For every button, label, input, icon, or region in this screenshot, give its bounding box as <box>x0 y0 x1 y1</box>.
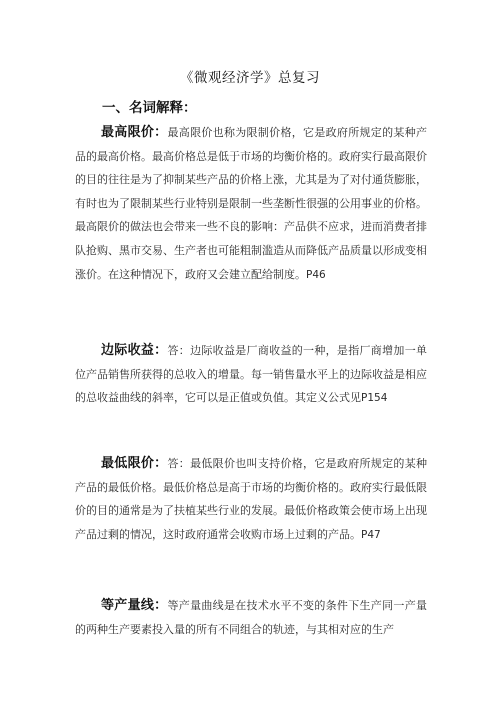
definition-term: 最高限价： <box>101 125 168 140</box>
definition-entry <box>75 339 427 411</box>
definition-body: 等产量曲线是在技术水平不变的条件下生产同一产量的两种生产要素投入量的所有不同组合的轨迹，与其相对应的生产 <box>75 599 427 636</box>
page-reference: P46 <box>306 268 326 281</box>
page-reference: P154 <box>361 392 388 405</box>
definition-body: 最高限价也称为限制价格，它是政府所规定的某种产品的最高价格。最高价格总是低于市场的均衡价格的。政府实行最高限价的目的往往是为了抑制某些产品的价格上涨，尤其是为了对付通货膨胀，有时也为了限制某些行业特别是限制一些垄断性很强的公用事业的价格。最高限价的做法也会带来一些不良的影响：产品供不应求，进而消费者排队抢购、黑市交易、生产者也可能粗制滥造从而降低产品质量以形成变相涨价。在这种情况下，政府又会建立配给制度。 <box>75 126 427 281</box>
definition-term: 等产量线： <box>101 598 168 613</box>
definition-entry <box>75 121 427 287</box>
section-heading: 一、名词解释： <box>102 100 197 116</box>
document-title: 《微观经济学》总复习 <box>180 70 320 86</box>
definition-body: 答：最低限价也叫支持价格，它是政府所规定的某种产品的最低价格。最低价格总是高于市场的均衡价格的。政府实行最低限价的目的通常是为了扶植某些行业的发展。最低价格政策会使市场上出现产品过剩的情况，这时政府通常会收购市场上过剩的产品。 <box>75 457 427 541</box>
definition-entry <box>75 594 427 642</box>
definition-term: 最低限价： <box>101 456 168 471</box>
definition-entry <box>75 452 427 547</box>
definition-term: 边际收益： <box>101 343 168 358</box>
page-reference: P47 <box>361 528 381 541</box>
definition-body: 答：边际收益是厂商收益的一种，是指厂商增加一单位产品销售所获得的总收入的增量。每一销售量水平上的边际收益是相应的总收益曲线的斜率，它可以是正值或负值。其定义公式见 <box>75 344 427 405</box>
